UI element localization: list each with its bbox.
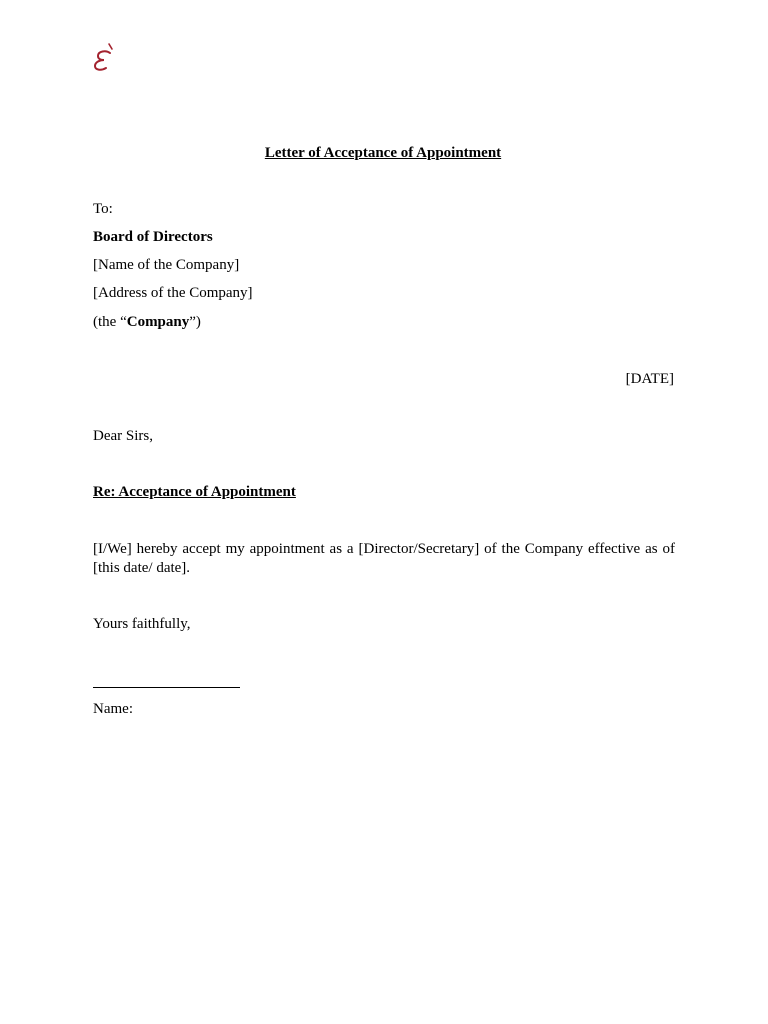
recipient-name: Board of Directors — [93, 229, 213, 245]
brand-logo — [92, 38, 122, 76]
signature-line — [93, 687, 240, 688]
definition-term: Company — [126, 314, 190, 330]
closing: Yours faithfully, — [93, 616, 191, 632]
document-title: Letter of Acceptance of Appointment — [264, 145, 502, 161]
definition-prefix: (the “ — [93, 314, 127, 330]
subject-line: Re: Acceptance of Appointment — [93, 484, 296, 500]
definition-suffix: ”) — [189, 314, 201, 330]
company-definition — [93, 313, 201, 331]
logo-mark-icon — [92, 38, 122, 76]
body-paragraph: [I/We] hereby accept my appointment as a [Director/Secretary] of the Company effective as of [this date/ date]. — [93, 541, 675, 576]
to-label: To: — [93, 201, 113, 217]
letter-date: [DATE] — [625, 371, 674, 387]
name-label: Name: — [93, 701, 133, 717]
salutation: Dear Sirs, — [93, 428, 153, 444]
company-address-placeholder: [Address of the Company] — [93, 285, 253, 301]
company-name-placeholder: [Name of the Company] — [93, 257, 240, 273]
